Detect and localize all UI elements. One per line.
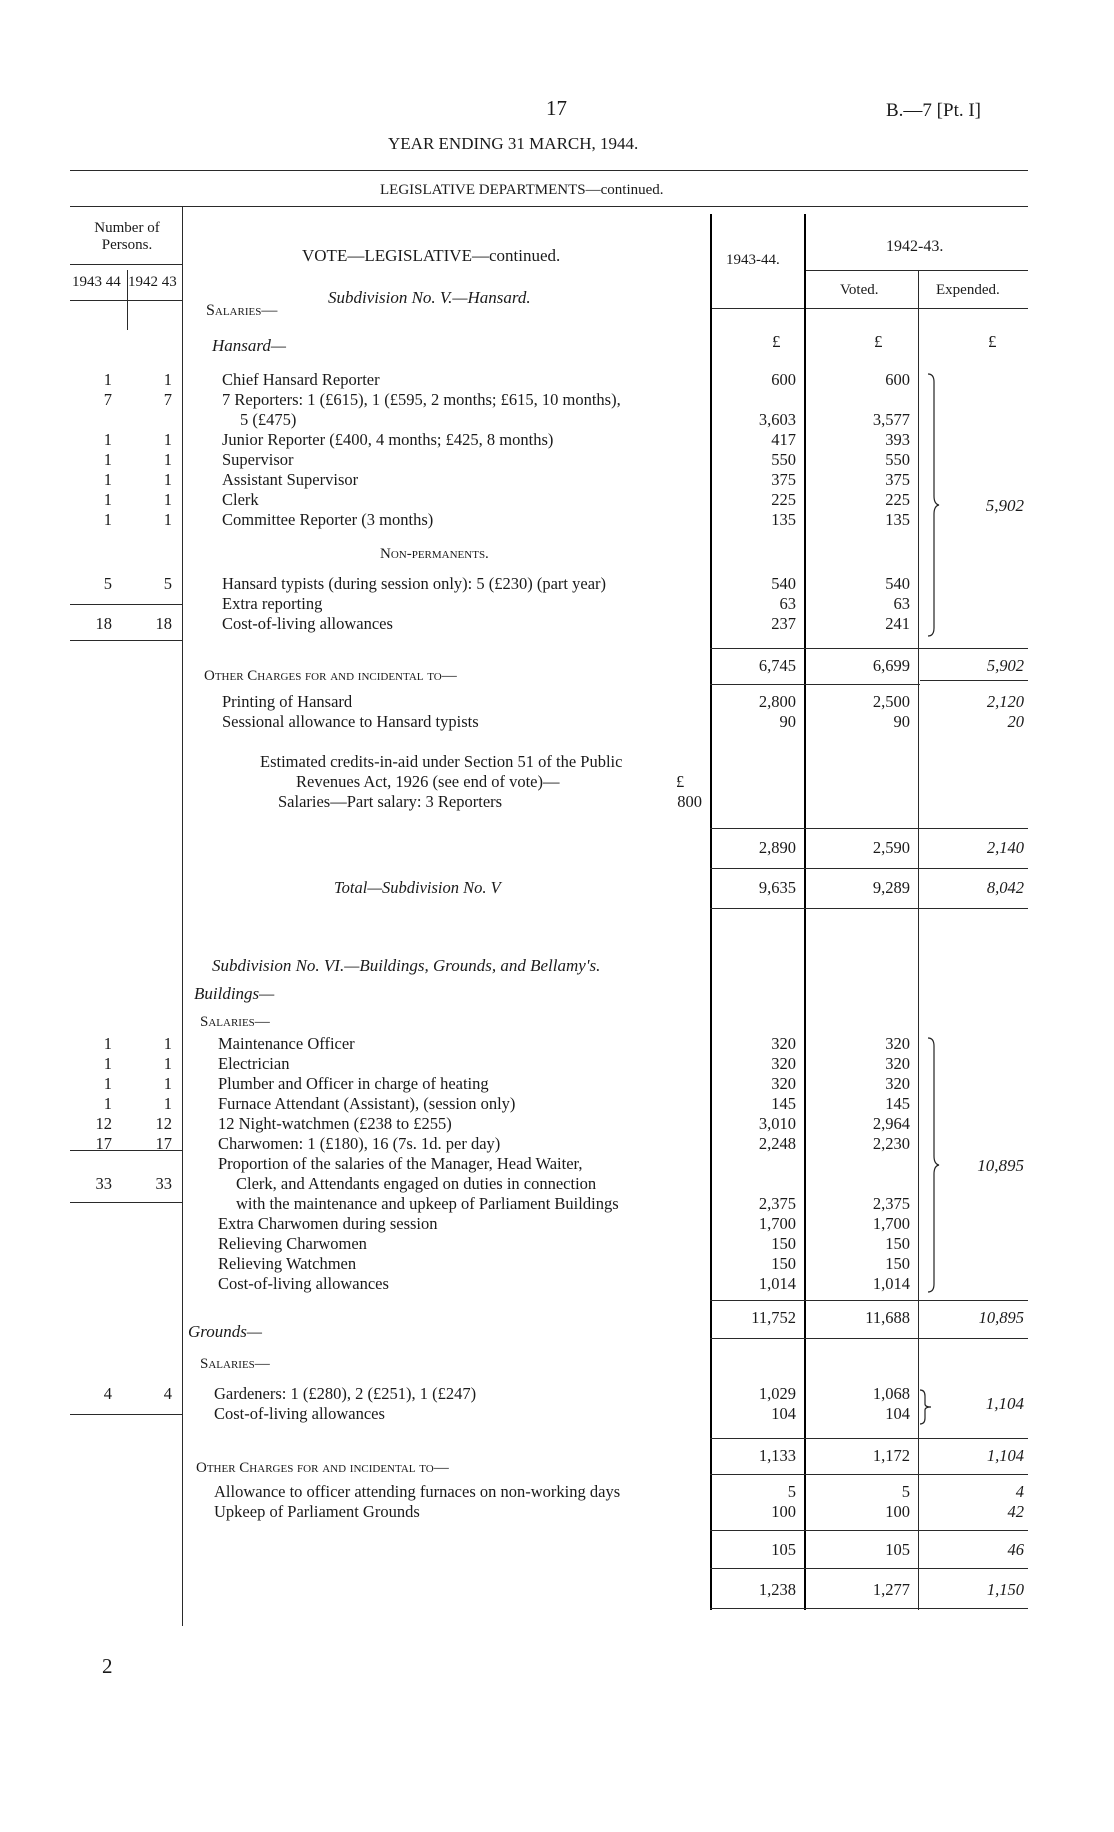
rule: [710, 214, 712, 1610]
amount-1942-voted: 150: [885, 1254, 910, 1273]
amount-1942-expended: 42: [1007, 1502, 1024, 1521]
count-1943: 1: [103, 470, 112, 489]
count-1942: 1: [163, 1054, 172, 1073]
row-label: Relieving Watchmen: [218, 1254, 357, 1273]
row-label: Maintenance Officer: [218, 1034, 355, 1053]
amount-1942-voted: 105: [885, 1540, 910, 1559]
amount-1942-voted: 1,172: [872, 1446, 910, 1465]
row-label: Plumber and Officer in charge of heating: [218, 1074, 489, 1093]
rule: [710, 908, 1028, 909]
row-label: Extra Charwomen during session: [218, 1214, 438, 1233]
amount-1943: 9,635: [758, 878, 796, 897]
amount-1942-expended: 8,042: [986, 878, 1024, 897]
credits-line-2: Revenues Act, 1926 (see end of vote)—: [296, 772, 560, 791]
count-1943: 1: [103, 1054, 112, 1073]
amount-1942-voted: 320: [885, 1054, 910, 1073]
amount-1943: 1,133: [758, 1446, 796, 1465]
row-label: Cost-of-living allowances: [218, 1274, 389, 1293]
row-label: Charwomen: 1 (£180), 16 (7s. 1d. per day): [218, 1134, 501, 1153]
amount-1943: 2,375: [758, 1194, 796, 1213]
amount-1942-voted: 5: [901, 1482, 910, 1501]
amount-1942-voted: 241: [885, 614, 910, 633]
amount-1943: 11,752: [751, 1308, 796, 1327]
row-label: 12 Night-watchmen (£238 to £255): [218, 1114, 452, 1133]
count-1942: 1: [163, 510, 172, 529]
count-1943: 18: [95, 614, 112, 633]
subdivision-6-title: Subdivision No. VI.—Buildings, Grounds, and Bellamy's.: [212, 956, 601, 975]
count-1942: 7: [163, 390, 172, 409]
row-label: 7 Reporters: 1 (£615), 1 (£595, 2 months; £615, 10 months),: [222, 390, 621, 409]
rule: [70, 264, 182, 265]
amount-1943: 320: [771, 1034, 796, 1053]
pound-sign: £: [988, 332, 997, 351]
amount-1943: 540: [771, 574, 796, 593]
amount-1942-expended: 20: [1007, 712, 1024, 731]
amount-1942-voted: 150: [885, 1234, 910, 1253]
other-charges-label: Other Charges for and incidental to—: [196, 1460, 449, 1476]
amount-1942-expended: 2,120: [986, 692, 1024, 711]
amount-1943: 2,800: [758, 692, 796, 711]
row-label: Upkeep of Parliament Grounds: [214, 1502, 420, 1521]
row-label: Gardeners: 1 (£280), 2 (£251), 1 (£247): [214, 1384, 477, 1403]
rule: [710, 1338, 1028, 1339]
rule: [710, 1568, 1028, 1569]
count-1943: 5: [103, 574, 112, 593]
row-label: Sessional allowance to Hansard typists: [222, 712, 479, 731]
amount-1942-voted: 63: [893, 594, 910, 613]
credits-line-3: Salaries—Part salary: 3 Reporters: [278, 792, 503, 811]
count-1942: 5: [163, 574, 172, 593]
buildings-label: Buildings—: [194, 984, 275, 1003]
row-label: with the maintenance and upkeep of Parliament Buildings: [236, 1194, 619, 1213]
count-1942: 1: [163, 1074, 172, 1093]
amount-1942-voted: 1,700: [872, 1214, 910, 1233]
amount-1943: 104: [771, 1404, 796, 1423]
rule: [710, 648, 1028, 649]
grounds-label: Grounds—: [188, 1322, 262, 1341]
amount-1942-expended: 1,150: [986, 1580, 1024, 1599]
count-1942: 1: [163, 450, 172, 469]
count-1943: 1: [103, 1074, 112, 1093]
amount-1942-voted: 600: [885, 370, 910, 389]
count-1942: 17: [155, 1134, 172, 1153]
amount-1942-voted: 2,375: [872, 1194, 910, 1213]
amount-1942-expended: 10,895: [978, 1308, 1024, 1327]
header-rule: [70, 170, 1028, 171]
amount-1942-voted: 145: [885, 1094, 910, 1113]
amount-1943: 145: [771, 1094, 796, 1113]
rule: [182, 206, 183, 1626]
rule: [804, 270, 1028, 271]
rule: [710, 1438, 1028, 1439]
row-label: 5 (£475): [240, 410, 297, 429]
amount-1942-voted: 6,699: [872, 656, 910, 675]
row-label: Hansard typists (during session only): 5 (£230) (part year): [222, 574, 607, 593]
header-rule-2: [70, 206, 1028, 207]
count-1943: 4: [103, 1384, 112, 1403]
amount-1942-voted: 225: [885, 490, 910, 509]
amount-1942-expended: 1,104: [986, 1446, 1024, 1465]
rule: [70, 640, 182, 641]
amount-1943: 550: [771, 450, 796, 469]
amount-1942-voted: 2,590: [872, 838, 910, 857]
salaries-label: Salaries—: [200, 1356, 270, 1372]
count-1942: 1: [163, 1094, 172, 1113]
voted-heading: Voted.: [840, 282, 879, 298]
amount-1943: 320: [771, 1054, 796, 1073]
rule: [920, 680, 1028, 681]
row-label: Clerk, and Attendants engaged on duties in connection: [236, 1174, 597, 1193]
rule: [127, 270, 128, 330]
pound-sign: £: [874, 332, 883, 351]
row-label: Extra reporting: [222, 594, 323, 613]
row-label: Supervisor: [222, 450, 294, 469]
amount-1942-voted: 540: [885, 574, 910, 593]
amount-1943: 63: [779, 594, 796, 613]
row-label: Cost-of-living allowances: [214, 1404, 385, 1423]
amount-1942-voted: 2,500: [872, 692, 910, 711]
amount-1942-voted: 320: [885, 1034, 910, 1053]
row-label: Cost-of-living allowances: [222, 614, 393, 633]
amount-1943: 105: [771, 1540, 796, 1559]
amount-1942-voted: 1,014: [872, 1274, 910, 1293]
row-label: Furnace Attendant (Assistant), (session only): [218, 1094, 516, 1113]
amount-1942-voted: 2,964: [872, 1114, 910, 1133]
amount-1943: 1,014: [758, 1274, 796, 1293]
row-label: Assistant Supervisor: [222, 470, 359, 489]
amount-1942-voted: 3,577: [872, 410, 910, 429]
rule: [70, 1150, 182, 1151]
amount-1942-voted: 100: [885, 1502, 910, 1521]
amount-1942-voted: 320: [885, 1074, 910, 1093]
salaries-label: Salaries—: [200, 1014, 270, 1030]
count-1943: 1: [103, 1034, 112, 1053]
year-1942-heading: 1942 43: [128, 274, 177, 290]
amount-1943: 600: [771, 370, 796, 389]
credits-pound: £: [676, 772, 685, 791]
count-1942: 1: [163, 430, 172, 449]
amount-1942-voted: 11,688: [865, 1308, 910, 1327]
page-title: YEAR ENDING 31 MARCH, 1944.: [388, 134, 639, 153]
row-label: Electrician: [218, 1054, 290, 1073]
amount-1943: 1,700: [758, 1214, 796, 1233]
expended-value: 10,895: [977, 1156, 1024, 1175]
amount-1943: 320: [771, 1074, 796, 1093]
rule: [70, 1202, 182, 1203]
other-charges-label: Other Charges for and incidental to—: [204, 668, 457, 684]
amount-1943: 90: [779, 712, 796, 731]
count-1942: 1: [163, 470, 172, 489]
count-1942: 1: [163, 1034, 172, 1053]
rule: [710, 828, 1028, 829]
pound-sign: £: [772, 332, 781, 351]
amount-1942-voted: 1,277: [872, 1580, 910, 1599]
row-label: Allowance to officer attending furnaces on non-working days: [214, 1482, 621, 1501]
year-1943-heading: 1943 44: [72, 274, 121, 290]
amount-1942-voted: 550: [885, 450, 910, 469]
col-1943-heading: 1943-44.: [726, 252, 780, 268]
amount-1943: 135: [771, 510, 796, 529]
amount-1943: 3,010: [758, 1114, 796, 1133]
rule: [70, 604, 182, 605]
count-1942: 33: [155, 1174, 172, 1193]
count-1942: 4: [163, 1384, 172, 1403]
hansard-label: Hansard—: [212, 336, 286, 355]
row-label: Committee Reporter (3 months): [222, 510, 434, 529]
amount-1942-expended: 46: [1007, 1540, 1024, 1559]
amount-1942-voted: 90: [893, 712, 910, 731]
expended-value: 5,902: [985, 496, 1024, 515]
bracket: [926, 1036, 940, 1294]
number-of-persons-heading: Number of Persons.: [94, 220, 160, 253]
footer-mark: 2: [102, 1654, 113, 1678]
page-number: 17: [546, 96, 567, 120]
rule: [710, 684, 920, 685]
count-1943: 1: [103, 510, 112, 529]
expended-heading: Expended.: [936, 282, 1000, 298]
amount-1943: 417: [771, 430, 796, 449]
amount-1943: 1,238: [758, 1580, 796, 1599]
rule: [804, 214, 806, 1610]
amount-1943: 1,029: [758, 1384, 796, 1403]
amount-1943: 2,890: [758, 838, 796, 857]
amount-1942-voted: 104: [885, 1404, 910, 1423]
row-label: Relieving Charwomen: [218, 1234, 367, 1253]
amount-1943: 6,745: [758, 656, 796, 675]
amount-1942-voted: 375: [885, 470, 910, 489]
row-label: Chief Hansard Reporter: [222, 370, 380, 389]
row-label: Clerk: [222, 490, 259, 509]
col-1942-heading: 1942-43.: [886, 238, 944, 255]
amount-1942-voted: 2,230: [872, 1134, 910, 1153]
count-1942: 12: [155, 1114, 172, 1133]
amount-1942-voted: 9,289: [872, 878, 910, 897]
rule: [70, 1414, 182, 1415]
row-label: Junior Reporter (£400, 4 months; £425, 8 months): [222, 430, 554, 449]
subdivision-5-title: Subdivision No. V.—Hansard.: [328, 288, 531, 307]
count-1942: 1: [163, 370, 172, 389]
count-1942: 1: [163, 490, 172, 509]
amount-1943: 150: [771, 1234, 796, 1253]
section-heading: LEGISLATIVE DEPARTMENTS—continued.: [380, 182, 664, 198]
credits-value: 800: [677, 792, 702, 811]
count-1943: 1: [103, 450, 112, 469]
rule: [70, 300, 182, 301]
count-1943: 33: [95, 1174, 112, 1193]
amount-1943: 225: [771, 490, 796, 509]
amount-1943: 237: [771, 614, 796, 633]
bracket: [918, 1388, 934, 1426]
amount-1943: 375: [771, 470, 796, 489]
salaries-label: Salaries—: [206, 302, 278, 319]
count-1943: 1: [103, 1094, 112, 1113]
amount-1943: 5: [787, 1482, 796, 1501]
rule: [710, 868, 1028, 869]
amount-1943: 150: [771, 1254, 796, 1273]
document-reference: B.—7 [Pt. I]: [886, 100, 981, 121]
amount-1942-expended: 4: [1015, 1482, 1024, 1501]
total-label: Total—Subdivision No. V: [334, 878, 501, 897]
amount-1943: 3,603: [758, 410, 796, 429]
amount-1942-voted: 393: [885, 430, 910, 449]
rule: [710, 1608, 1028, 1609]
count-1943: 1: [103, 370, 112, 389]
amount-1942-voted: 135: [885, 510, 910, 529]
count-1943: 7: [103, 390, 112, 409]
count-1943: 1: [103, 490, 112, 509]
rule: [710, 1474, 1028, 1475]
amount-1942-expended: 2,140: [986, 838, 1024, 857]
non-permanents-label: Non-permanents.: [380, 546, 489, 562]
credits-line-1: Estimated credits-in-aid under Section 51 of the Public: [260, 752, 623, 771]
count-1942: 18: [155, 614, 172, 633]
row-label: Printing of Hansard: [222, 692, 353, 711]
expended-value: 1,104: [985, 1394, 1024, 1413]
amount-1942-voted: 1,068: [872, 1384, 910, 1403]
count-1943: 17: [95, 1134, 112, 1153]
amount-1943: 2,248: [758, 1134, 796, 1153]
amount-1943: 100: [771, 1502, 796, 1521]
row-label: Proportion of the salaries of the Manager, Head Waiter,: [218, 1154, 583, 1173]
amount-1942-expended: 5,902: [986, 656, 1024, 675]
bracket: [926, 372, 940, 638]
rule: [710, 1300, 1028, 1301]
rule: [710, 308, 1028, 309]
vote-heading: VOTE—LEGISLATIVE—continued.: [302, 246, 561, 265]
count-1943: 1: [103, 430, 112, 449]
count-1943: 12: [95, 1114, 112, 1133]
rule: [710, 1530, 1028, 1531]
